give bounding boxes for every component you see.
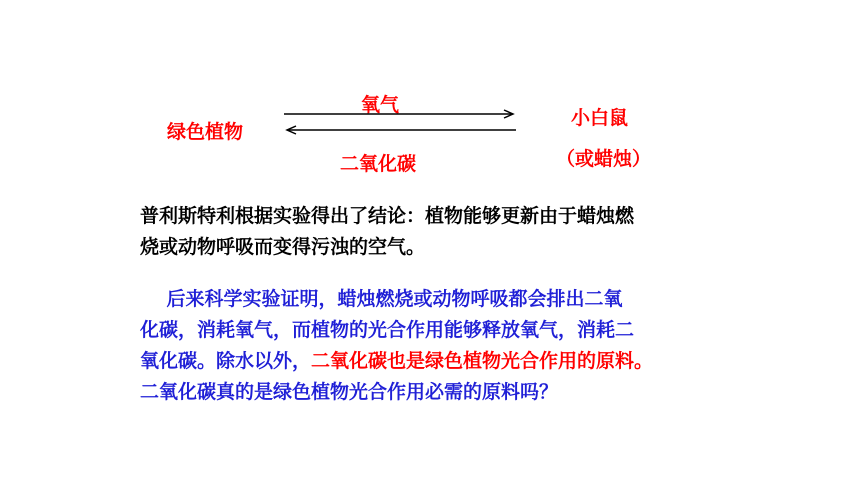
arrow-left-icon (287, 126, 516, 134)
conclusion-paragraph (140, 201, 720, 263)
label-green-plant: 绿色植物 (167, 121, 244, 143)
label-or-candle: （或蜡烛） (556, 148, 652, 170)
arrow-right-icon (284, 110, 513, 118)
later-line-3 (140, 346, 720, 377)
label-white-mouse: 小白鼠 (571, 107, 629, 129)
exchange-arrows (280, 100, 520, 140)
later-line-2: 化碳，消耗氧气，而植物的光合作用能够释放氧气，消耗二 (140, 319, 635, 341)
label-oxygen: 氧气 (361, 94, 400, 116)
later-paragraph (140, 284, 720, 408)
raw-material-highlight: 二氧化碳也是绿色植物光合作用的原料。 (311, 350, 654, 372)
question-line: 二氧化碳真的是绿色植物光合作用必需的原料吗？ (140, 381, 559, 403)
label-carbon-dioxide: 二氧化碳 (340, 153, 417, 175)
conclusion-line-2: 烧或动物呼吸而变得污浊的空气。 (140, 236, 426, 258)
conclusion-line-1: 普利斯特利根据实验得出了结论：植物能够更新由于蜡烛燃 (140, 205, 635, 227)
later-line-3-blue: 氧化碳。除水以外， (140, 350, 312, 372)
later-line-1: 后来科学实验证明，蜡烛燃烧或动物呼吸都会排出二氧 (140, 288, 623, 310)
